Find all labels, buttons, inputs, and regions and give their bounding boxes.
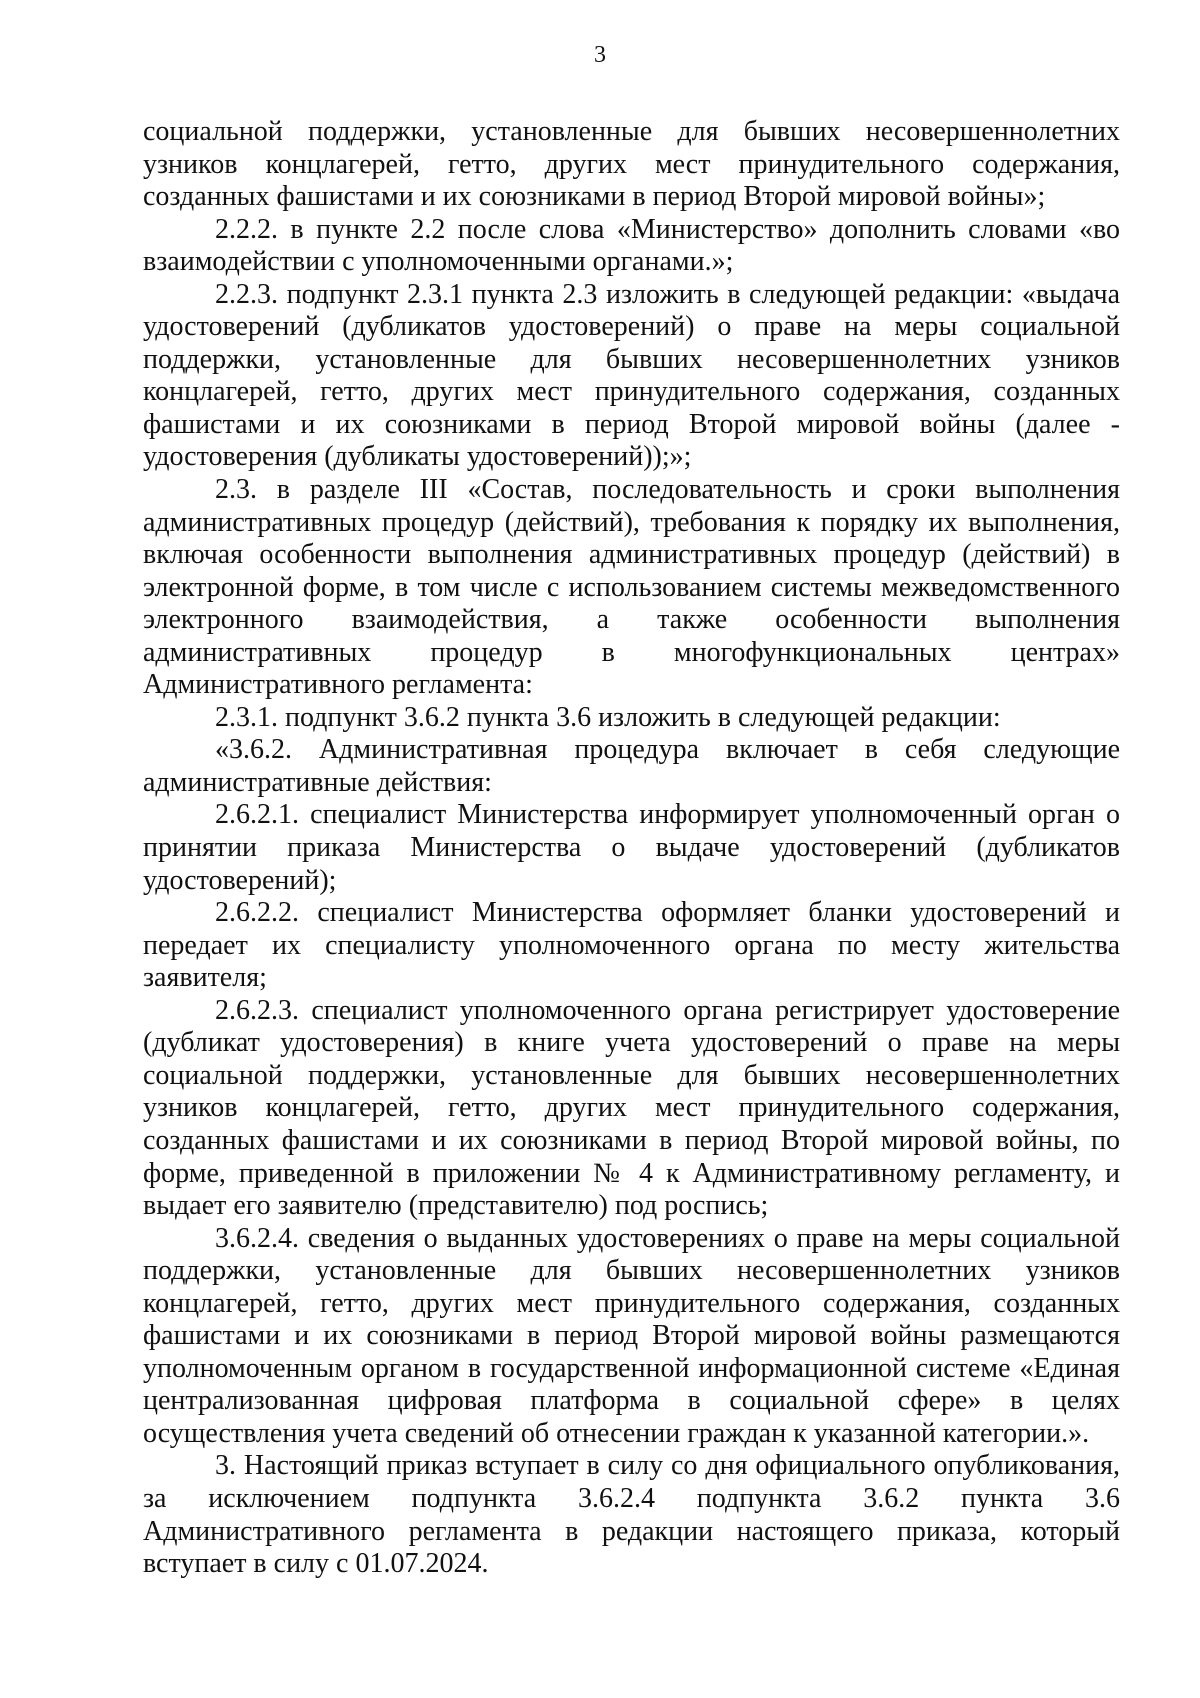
paragraph: 2.2.2. в пункте 2.2 после слова «Министерство» дополнить словами «во взаимодействии с уполномоченными органами.»;	[143, 213, 1120, 278]
paragraph: 2.2.3. подпункт 2.3.1 пункта 2.3 изложить в следующей редакции: «выдача удостоверений (дубликатов удостоверений) о праве на меры социальной поддержки, установленные для бывших несовершеннолетних узников концлагерей, гетто, других мест принудительного содержания, созданных фашистами и их союзниками в период Второй мировой войны (далее - удостоверения (дубликаты удостоверений));»;	[143, 278, 1120, 473]
paragraph: «3.6.2. Административная процедура включает в себя следующие административные действия:	[143, 734, 1120, 798]
paragraph: 2.6.2.2. специалист Министерства оформляет бланки удостоверений и передает их специалисту уполномоченного органа по месту жительства заявителя;	[143, 897, 1120, 994]
paragraph: социальной поддержки, установленные для бывших несовершеннолетних узников концлагерей, гетто, других мест принудительного содержания, созданных фашистами и их союзниками в период Второй мировой войны»;	[143, 116, 1120, 213]
page-number: 3	[594, 42, 606, 68]
paragraph: 3.6.2.4. сведения о выданных удостоверениях о праве на меры социальной поддержки, установленные для бывших несовершеннолетних узников концлагерей, гетто, других мест принудительного содержания, созданных фашистами и их союзниками в период Второй мировой войны размещаются уполномоченным органом в государственной информационной системе «Единая централизованная цифровая платформа в социальной сфере» в целях осуществления учета сведений об отнесении граждан к указанной категории.».	[143, 1222, 1120, 1449]
paragraph: 2.3.1. подпункт 3.6.2 пункта 3.6 изложить в следующей редакции:	[215, 701, 1001, 733]
paragraph: 2.6.2.3. специалист уполномоченного органа регистрирует удостоверение (дубликат удостоверения) в книге учета удостоверений о праве на меры социальной поддержки, установленные для бывших несовершеннолетних узников концлагерей, гетто, других мест принудительного содержания, созданных фашистами и их союзниками в период Второй мировой войны, по форме, приведенной в приложении № 4 к Административному регламенту, и выдает его заявителю (представителю) под роспись;	[143, 994, 1120, 1222]
paragraph: 2.3. в разделе III «Состав, последовательность и сроки выполнения административных процедур (действий), требования к порядку их выполнения, включая особенности выполнения административных процедур (действий) в электронной форме, в том числе с использованием системы межведомственного электронного взаимодействия, а также особенности выполнения административных процедур в многофункциональных центрах» Административного регламента:	[143, 474, 1120, 701]
document-body	[143, 116, 1120, 1581]
paragraph: 2.6.2.1. специалист Министерства информирует уполномоченный орган о принятии приказа Министерства о выдаче удостоверений (дубликатов удостоверений);	[143, 799, 1120, 896]
paragraph: 3. Настоящий приказ вступает в силу со дня официального опубликования, за исключением подпункта 3.6.2.4 подпункта 3.6.2 пункта 3.6 Административного регламента в редакции настоящего приказа, который вступает в силу с 01.07.2024.	[143, 1450, 1120, 1580]
